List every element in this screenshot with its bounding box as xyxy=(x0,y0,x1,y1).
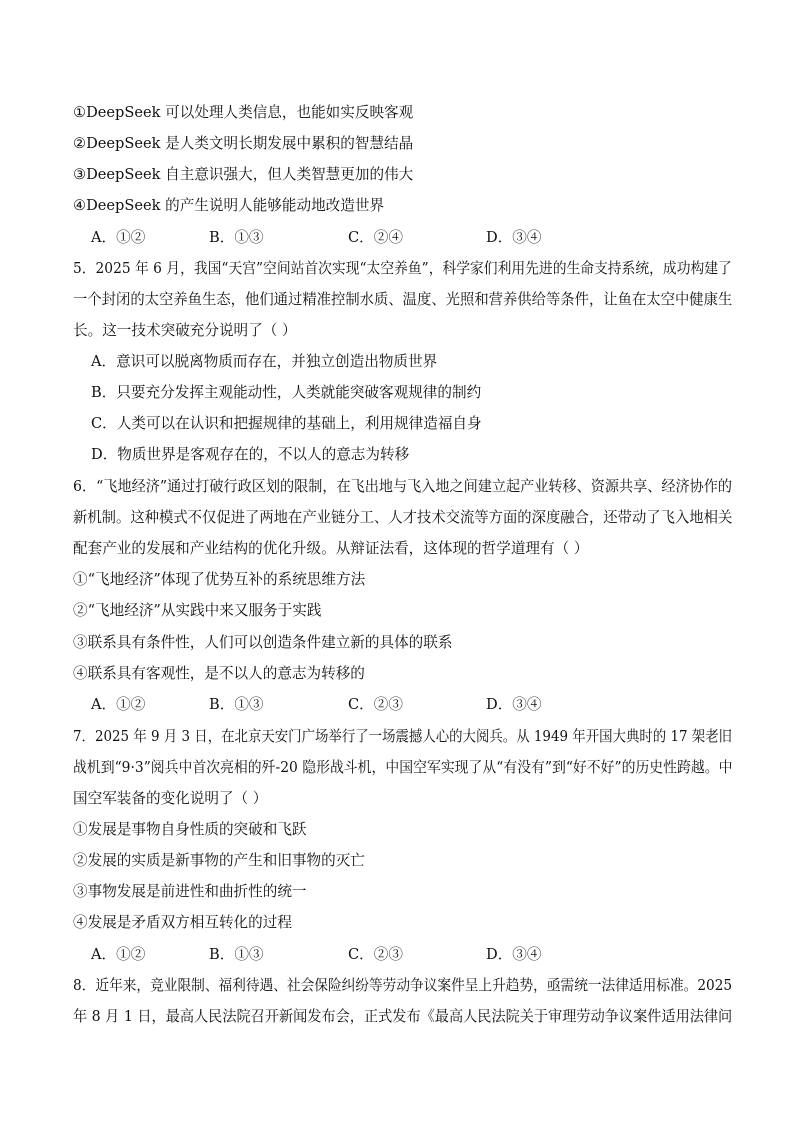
q4-statement-3: ③DeepSeek 自主意识强大，但人类智慧更加的伟大 xyxy=(73,166,414,183)
q5-stem-line-1: 5．2025 年 6 月，我国“天宫”空间站首次实现“太空养鱼”，科学家们利用先进的生命支持系统，成功构建了 xyxy=(73,260,732,277)
q5-option-d[interactable]: D．物质世界是客观存在的，不以人的意志为转移 xyxy=(91,446,410,463)
q5-option-b[interactable]: B．只要充分发挥主观能动性，人类就能突破客观规律的制约 xyxy=(91,384,482,401)
q4-option-c[interactable]: C．②④ xyxy=(348,229,403,246)
q7-stem-line-2: 战机到“9·3”阅兵中首次亮相的歼-20 隐形战斗机，中国空军实现了从“有没有”到“好不好”的历史性跨越。中 xyxy=(73,759,733,776)
q4-option-b[interactable]: B．①③ xyxy=(209,229,264,246)
q7-option-d[interactable]: D．③④ xyxy=(486,946,542,963)
q6-statement-4: ④联系具有客观性，是不以人的意志为转移的 xyxy=(73,665,365,682)
q4-option-d[interactable]: D．③④ xyxy=(486,229,542,246)
q7-stem-line-3: 国空军装备的变化说明了（ ） xyxy=(73,790,268,807)
q6-statement-1: ①“飞地经济”体现了优势互补的系统思维方法 xyxy=(73,571,366,588)
q5-stem-line-2: 一个封闭的太空养鱼生态，他们通过精准控制水质、温度、光照和营养供给等条件，让鱼在太空中健康生 xyxy=(73,291,733,308)
q8-stem-line-2: 年 8 月 1 日，最高人民法院召开新闻发布会，正式发布《最高人民法院关于审理劳动争议案件适用法律问 xyxy=(73,1008,733,1025)
q8-stem-line-1: 8．近年来，竞业限制、福利待遇、社会保险纠纷等劳动争议案件呈上升趋势，亟需统一法律适用标准。2025 xyxy=(73,977,733,994)
q7-statement-3: ③事物发展是前进性和曲折性的统一 xyxy=(73,883,307,900)
q7-stem-line-1: 7．2025 年 9 月 3 日，在北京天安门广场举行了一场震撼人心的大阅兵。从 1949 年开国大典时的 17 架老旧 xyxy=(73,728,733,745)
q7-option-a[interactable]: A．①② xyxy=(91,946,146,963)
q5-option-a[interactable]: A．意识可以脱离物质而存在，并独立创造出物质世界 xyxy=(91,353,438,370)
q6-stem-line-1: 6．“飞地经济”通过打破行政区划的限制，在飞出地与飞入地之间建立起产业转移、资源共享、经济协作的 xyxy=(73,478,732,495)
q4-statement-4: ④DeepSeek 的产生说明人能够能动地改造世界 xyxy=(73,197,385,214)
q5-stem-line-3: 长。这一技术突破充分说明了（ ） xyxy=(73,322,297,339)
q5-option-c[interactable]: C．人类可以在认识和把握规律的基础上，利用规律造福自身 xyxy=(91,415,482,432)
q6-stem-line-2: 新机制。这种模式不仅促进了两地在产业链分工、人才技术交流等方面的深度融合，还带动了飞入地相关 xyxy=(73,509,733,526)
q6-statement-3: ③联系具有条件性，人们可以创造条件建立新的具体的联系 xyxy=(73,634,453,651)
q7-statement-4: ④发展是矛盾双方相互转化的过程 xyxy=(73,914,292,931)
q7-option-c[interactable]: C．②③ xyxy=(348,946,403,963)
q4-statement-2: ②DeepSeek 是人类文明长期发展中累积的智慧结晶 xyxy=(73,135,414,152)
q6-option-c[interactable]: C．②③ xyxy=(348,696,403,713)
q6-option-a[interactable]: A．①② xyxy=(91,696,146,713)
q6-stem-line-3: 配套产业的发展和产业结构的优化升级。从辩证法看，这体现的哲学道理有（ ） xyxy=(73,540,589,557)
q7-statement-2: ②发展的实质是新事物的产生和旧事物的灭亡 xyxy=(73,852,365,869)
q7-option-b[interactable]: B．①③ xyxy=(209,946,264,963)
q7-statement-1: ①发展是事物自身性质的突破和飞跃 xyxy=(73,821,307,838)
q4-option-a[interactable]: A．①② xyxy=(91,229,146,246)
q6-option-d[interactable]: D．③④ xyxy=(486,696,542,713)
q4-statement-1: ①DeepSeek 可以处理人类信息，也能如实反映客观 xyxy=(73,104,414,121)
q6-statement-2: ②“飞地经济”从实践中来又服务于实践 xyxy=(73,602,322,619)
q6-option-b[interactable]: B．①③ xyxy=(209,696,264,713)
